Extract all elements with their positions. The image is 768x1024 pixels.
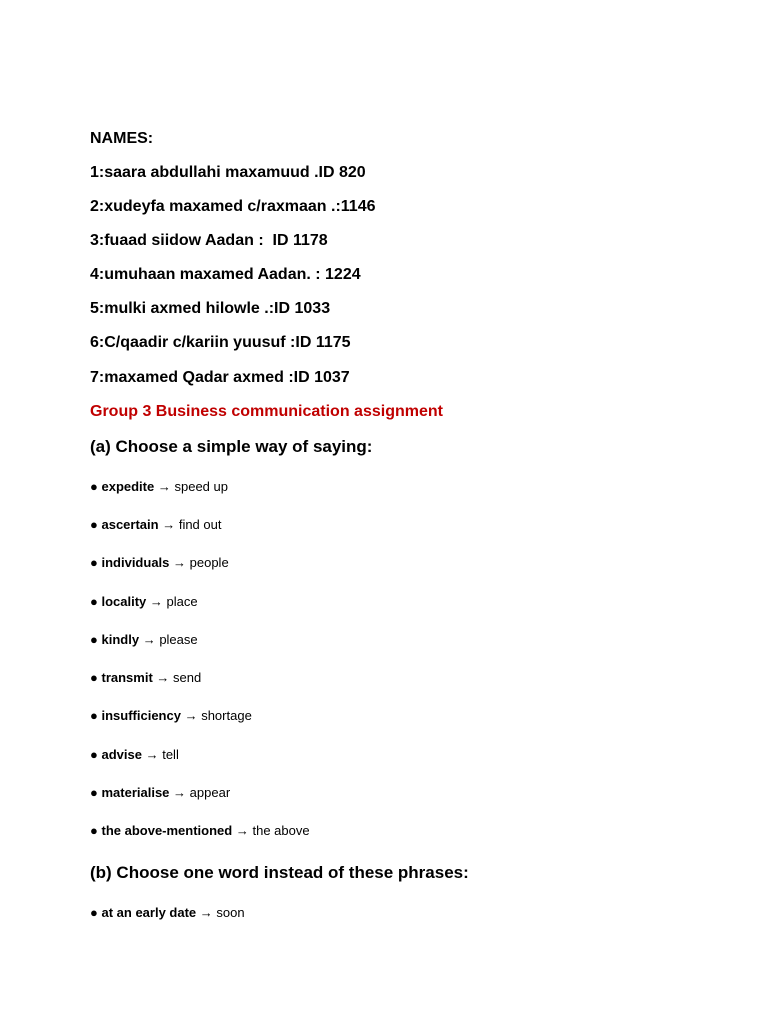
list-item [90,784,230,802]
arrow-icon: → [184,708,198,723]
names-heading: NAMES: [90,130,154,147]
list-item [90,746,179,764]
member-line-7: 7:maxamed Qadar axmed :ID 1037 [90,369,350,386]
arrow-icon: → [173,555,187,570]
arrow-icon: → [162,517,176,532]
member-line-6: 6:C/qaadir c/kariin yuusuf :ID 1175 [90,334,351,351]
arrow-icon: → [142,632,156,647]
term-text: the above-mentioned [101,823,233,838]
question-b-heading: (b) Choose one word instead of these phrases: [90,863,469,882]
answer-text: people [189,555,229,570]
bullet-icon: ● [90,632,98,647]
question-a-heading: (a) Choose a simple way of saying: [90,437,373,456]
bullet-icon: ● [90,670,98,685]
bullet-icon: ● [90,517,98,532]
arrow-icon: → [156,670,170,685]
member-line-5: 5:mulki axmed hilowle .:ID 1033 [90,300,331,317]
term-text: materialise [101,785,170,800]
assignment-title: Group 3 Business communication assignment [90,403,443,420]
term-text: transmit [101,670,153,685]
answer-text: the above [252,823,310,838]
list-item [90,669,201,687]
bullet-icon: ● [90,785,98,800]
arrow-icon: → [157,479,171,494]
bullet-icon: ● [90,594,98,609]
bullet-icon: ● [90,555,98,570]
answer-text: please [159,632,198,647]
list-item [90,593,198,611]
term-text: insufficiency [101,708,181,723]
bullet-icon: ● [90,905,98,920]
term-text: at an early date [101,905,197,920]
answer-text: place [166,594,198,609]
member-line-1: 1:saara abdullahi maxamuud .ID 820 [90,164,366,181]
member-line-3: 3:fuaad siidow Aadan : ID 1178 [90,232,328,249]
bullet-icon: ● [90,823,98,838]
list-item [90,554,229,572]
arrow-icon: → [235,823,249,838]
answer-text: find out [178,517,222,532]
member-line-4: 4:umuhaan maxamed Aadan. : 1224 [90,266,361,283]
term-text: kindly [101,632,140,647]
list-item [90,707,252,725]
bullet-icon: ● [90,747,98,762]
term-text: advise [101,747,142,762]
answer-text: appear [189,785,231,800]
term-text: ascertain [101,517,159,532]
answer-text: send [173,670,202,685]
answer-text: speed up [174,479,228,494]
bullet-icon: ● [90,479,98,494]
term-text: individuals [101,555,170,570]
arrow-icon: → [145,747,159,762]
bullet-icon: ● [90,708,98,723]
answer-text: shortage [201,708,252,723]
arrow-icon: → [149,594,163,609]
answer-text: soon [216,905,245,920]
arrow-icon: → [199,905,213,920]
list-item [90,478,228,496]
answer-text: tell [162,747,179,762]
term-text: locality [101,594,147,609]
list-item [90,631,198,649]
term-text: expedite [101,479,155,494]
list-item [90,904,245,922]
member-line-2: 2:xudeyfa maxamed c/raxmaan .:1146 [90,198,376,215]
list-item [90,822,310,840]
list-item [90,516,221,534]
arrow-icon: → [173,785,187,800]
